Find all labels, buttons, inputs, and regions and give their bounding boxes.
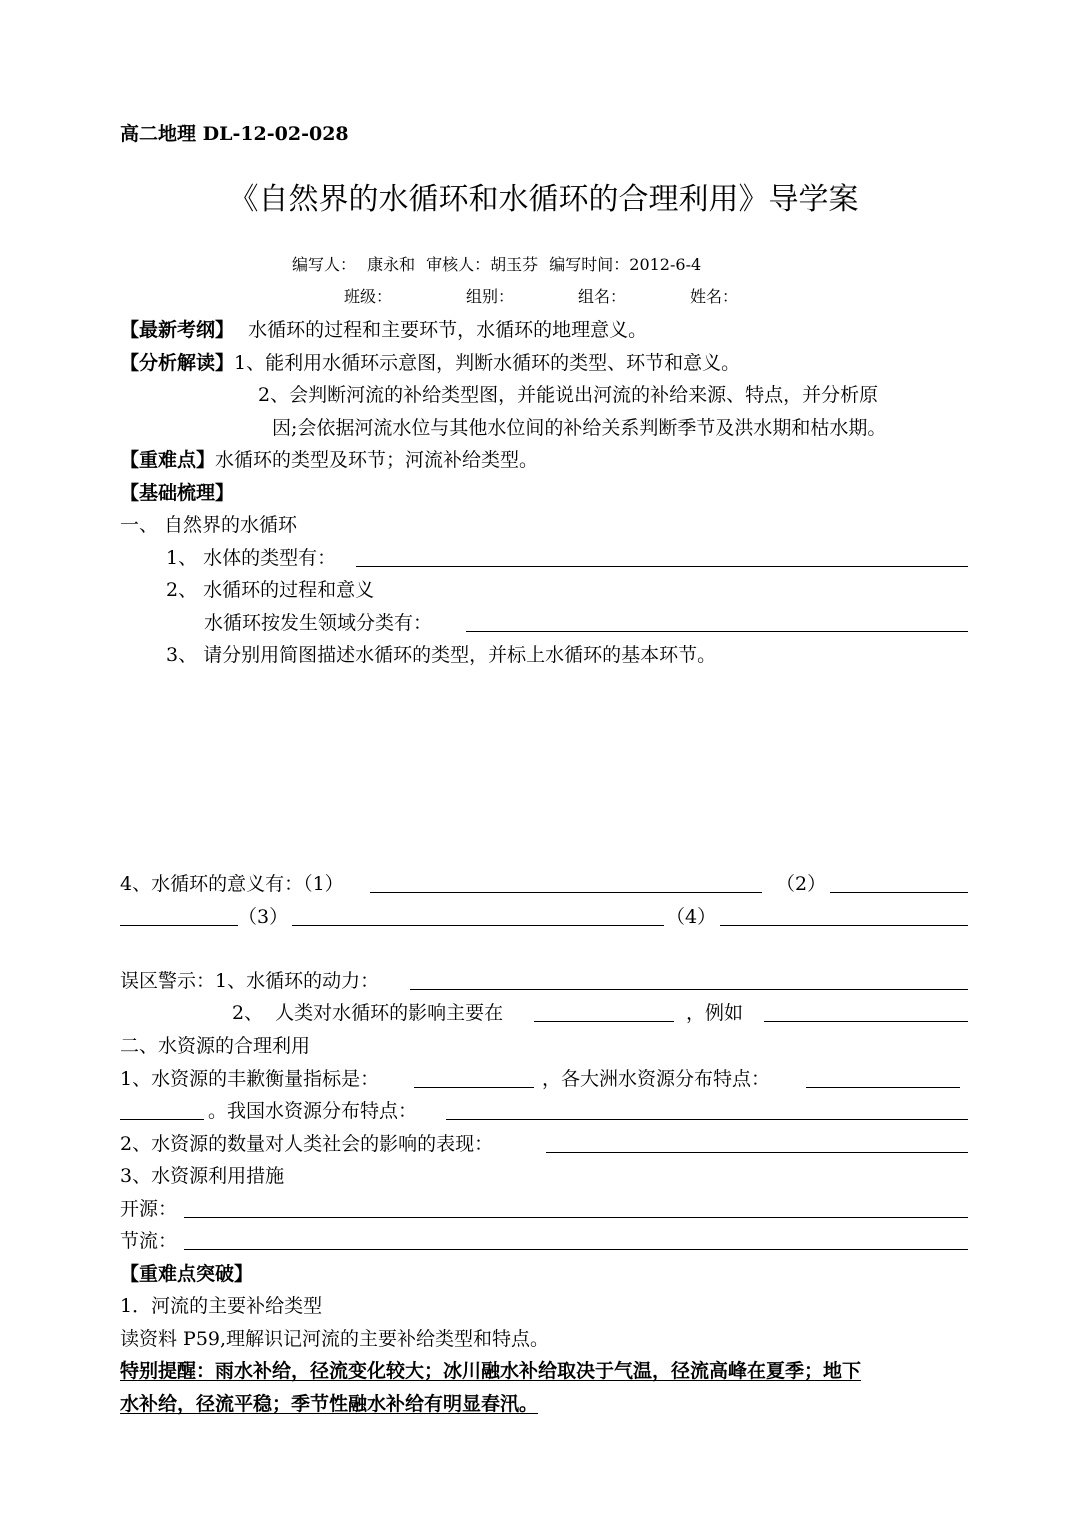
q4-answer-line-2b[interactable] — [120, 925, 238, 926]
q4-answer-line-2a[interactable] — [830, 892, 968, 893]
doc-code: 高二地理 DL-12-02-028 — [120, 123, 349, 145]
q4-label: 4、水循环的意义有：（1） — [120, 873, 344, 895]
kaiyuan-label: 开源： — [120, 1198, 178, 1220]
q2-answer-line[interactable] — [466, 631, 968, 632]
page-title: 《自然界的水循环和水循环的合理利用》导学案 — [228, 182, 859, 217]
jieliu-answer-line[interactable] — [184, 1249, 968, 1250]
zhongnan-text: 水循环的类型及环节；河流补给类型。 — [215, 449, 539, 471]
q1-label: 1、 水体的类型有： — [166, 547, 337, 569]
p2-q1-answer-line-2[interactable] — [806, 1087, 960, 1088]
warn-label: 误区警示：1、水循环的动力： — [120, 970, 380, 992]
part1-heading: 一、 自然界的水循环 — [120, 514, 298, 536]
zhongnan-label: 【重难点】 — [120, 449, 216, 471]
p2-q1-answer-line-4[interactable] — [446, 1119, 968, 1120]
jiedu-item-2a: 2、会判断河流的补给类型图，并能说出河流的补给来源、特点，并分析原 — [258, 384, 879, 406]
jieliu-label: 节流： — [120, 1230, 178, 1252]
q1-answer-line[interactable] — [356, 566, 968, 567]
warn-answer-line-3[interactable] — [764, 1021, 968, 1022]
part2-heading: 二、水资源的合理利用 — [120, 1035, 311, 1057]
p2-q1-answer-line-3[interactable] — [120, 1119, 204, 1120]
warn-example-label: ，例如 — [686, 1002, 744, 1024]
warn-answer-line-2[interactable] — [534, 1021, 674, 1022]
q4-label-3: （3） — [238, 906, 289, 928]
jiedu-item-2b: 因;会依据河流水位与其他水位间的补给关系判断季节及洪水期和枯水期。 — [272, 417, 887, 439]
q4-label-4: （4） — [666, 906, 717, 928]
p2-q1-label-b: ，各大洲水资源分布特点： — [542, 1068, 771, 1090]
p2-q2-answer-line[interactable] — [546, 1152, 968, 1153]
p2-q2-label: 2、水资源的数量对人类社会的影响的表现： — [120, 1133, 494, 1155]
kaiyuan-answer-line[interactable] — [184, 1217, 968, 1218]
q2-sub-label: 水循环按发生领域分类有： — [204, 612, 433, 634]
breakthrough-label: 【重难点突破】 — [120, 1263, 254, 1285]
q4-answer-line-1[interactable] — [370, 892, 762, 893]
q4-answer-line-3[interactable] — [292, 925, 664, 926]
q4-label-2: （2） — [776, 873, 827, 895]
p2-q3-label: 3、水资源利用措施 — [120, 1165, 285, 1187]
kaogang-text: 水循环的过程和主要环节，水循环的地理意义。 — [248, 319, 648, 341]
breakthrough-item-1: 1．河流的主要补给类型 — [120, 1295, 323, 1317]
tip-line-2: 水补给，径流平稳；季节性融水补给有明显春汛。 — [120, 1393, 539, 1415]
tip-line-1: 特别提醒：雨水补给，径流变化较大；冰川融水补给取决于气温，径流高峰在夏季；地下 — [120, 1360, 862, 1382]
reading-instruction: 读资料 P59,理解识记河流的主要补给类型和特点。 — [120, 1328, 550, 1350]
q4-answer-line-4[interactable] — [720, 925, 968, 926]
p2-q1-answer-line-1[interactable] — [414, 1087, 534, 1088]
p2-q1-label-c: 。我国水资源分布特点： — [208, 1100, 418, 1122]
p2-q1-label: 1、水资源的丰歉衡量指标是： — [120, 1068, 380, 1090]
warn-item-2: 2、 人类对水循环的影响主要在 — [232, 1002, 504, 1024]
jiedu-label: 【分析解读】 — [120, 352, 235, 374]
jiedu-item-1: 1、能利用水循环示意图，判断水循环的类型、环节和意义。 — [234, 352, 741, 374]
warn-answer-line-1[interactable] — [410, 989, 968, 990]
kaogang-label: 【最新考纲】 — [120, 319, 235, 341]
jichu-label: 【基础梳理】 — [120, 482, 235, 504]
zhongnan-row — [120, 448, 538, 472]
author-line: 编写人： 康永和 审核人：胡玉芬 编写时间：2012-6-4 — [292, 255, 702, 274]
groupname-label: 组名： — [578, 287, 627, 306]
q3-label: 3、 请分别用简图描述水循环的类型，并标上水循环的基本环节。 — [166, 644, 717, 666]
class-label: 班级： — [344, 287, 393, 306]
q2-label: 2、 水循环的过程和意义 — [166, 579, 375, 601]
drawing-area[interactable] — [120, 680, 968, 860]
jiedu-row — [120, 351, 740, 375]
name-label: 姓名： — [690, 287, 739, 306]
kaogang-row — [120, 318, 647, 342]
group-label: 组别： — [466, 287, 515, 306]
